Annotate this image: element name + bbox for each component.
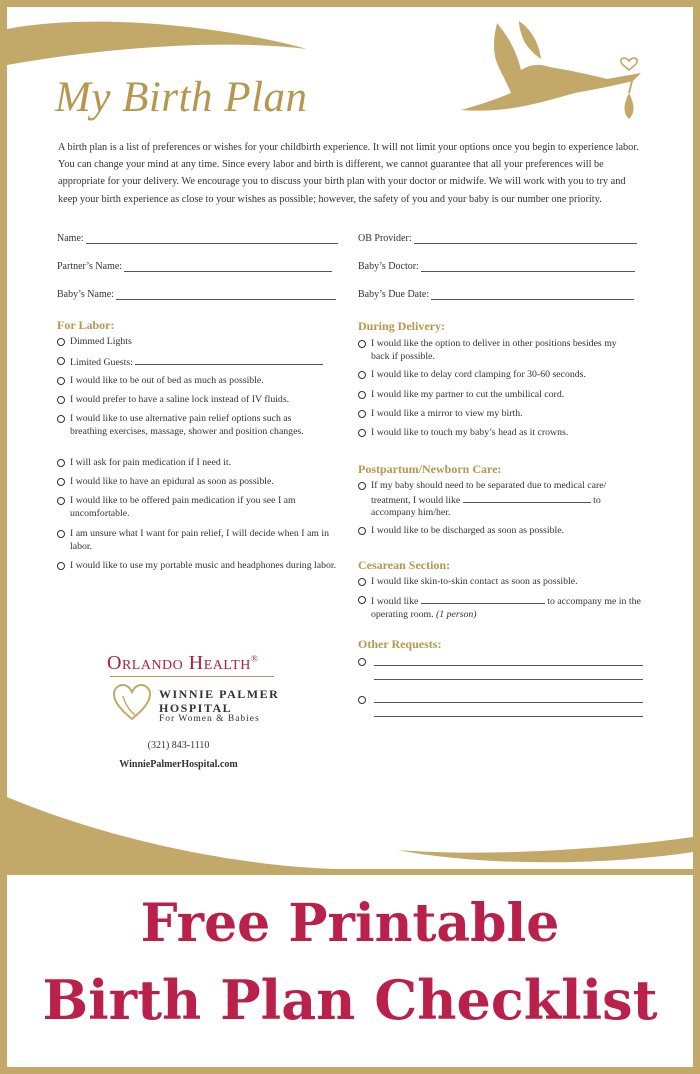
labor-item[interactable] bbox=[57, 528, 347, 553]
checkbox-circle-icon[interactable] bbox=[358, 578, 366, 586]
other-request-line[interactable] bbox=[374, 716, 643, 717]
labor-item-text: I would like to be out of bed as much as possible. bbox=[70, 375, 264, 386]
delivery-item-text: I would like to delay cord clamping for 30-60 seconds. bbox=[371, 369, 586, 380]
checkbox-circle-icon[interactable] bbox=[358, 340, 366, 348]
partners-name-field[interactable] bbox=[57, 261, 332, 272]
logo-divider bbox=[110, 676, 274, 677]
postpartum-item-text: If my baby should need to be separated due to medical care/ treatment, I would like bbox=[371, 480, 607, 506]
checkbox-circle-icon[interactable] bbox=[57, 396, 65, 404]
phone-number: (321) 843-1110 bbox=[147, 740, 210, 751]
checkbox-circle-icon[interactable] bbox=[358, 527, 366, 535]
website-link[interactable]: WinniePalmerHospital.com bbox=[119, 759, 238, 770]
cesarean-item-text: I would like skin-to-skin contact as soon as possible. bbox=[371, 576, 578, 587]
delivery-item-text: I would like to touch my baby’s head as it crowns. bbox=[371, 427, 569, 438]
intro-paragraph: A birth plan is a list of preferences or wishes for your childbirth experience. It will not limit your options once you begin to experience labor. You can change your mind at any time. Since every labor and birth is different, we cannot guarantee that all your preferences will be appropriate for your delivery. We encourage you to discuss your birth plan with your doctor or midwife. We will work with you to try and keep your birth experience as close to your wishes as possible; however, the safety of you and your baby is our number one priority. bbox=[58, 142, 639, 205]
checkbox-circle-icon[interactable] bbox=[358, 429, 366, 437]
postpartum-item[interactable] bbox=[358, 525, 648, 538]
cesarean-item-text: I would like bbox=[371, 596, 419, 607]
checkbox-circle-icon[interactable] bbox=[358, 371, 366, 379]
checkbox-circle-icon[interactable] bbox=[358, 410, 366, 418]
hospital-tagline: For Women & Babies bbox=[159, 714, 260, 724]
delivery-item[interactable] bbox=[358, 369, 648, 382]
other-request-line[interactable] bbox=[374, 679, 643, 680]
limited-guests-line[interactable] bbox=[135, 355, 323, 365]
babys-due-date-field[interactable] bbox=[358, 289, 634, 300]
babys-doctor-line[interactable] bbox=[421, 261, 635, 272]
labor-item-text: I would like to use alternative pain relief options such as breathing exercises, massage, shower and position changes. bbox=[70, 413, 304, 437]
name-label: Name: bbox=[57, 233, 84, 244]
cesarean-item[interactable] bbox=[358, 594, 648, 621]
postpartum-item-text: I would like to be discharged as soon as possible. bbox=[371, 525, 565, 536]
other-requests-heading: Other Requests: bbox=[358, 637, 442, 651]
other-request-line[interactable] bbox=[374, 702, 643, 703]
banner-line-1: Free Printable bbox=[140, 893, 560, 954]
babys-doctor-label: Baby’s Doctor: bbox=[358, 261, 419, 272]
cesarean-note: (1 person) bbox=[436, 608, 477, 620]
postpartum-item-text-end: to accompany him/her. bbox=[371, 494, 601, 519]
partners-name-line[interactable] bbox=[124, 261, 332, 272]
labor-heading: For Labor: bbox=[57, 318, 115, 332]
checkbox-circle-icon[interactable] bbox=[57, 415, 65, 423]
delivery-item[interactable] bbox=[358, 427, 648, 440]
labor-item[interactable] bbox=[57, 457, 347, 470]
checkbox-circle-icon[interactable] bbox=[57, 478, 65, 486]
checkbox-circle-icon[interactable] bbox=[57, 357, 65, 365]
delivery-heading: During Delivery: bbox=[358, 319, 445, 333]
checkbox-circle-icon[interactable] bbox=[57, 562, 65, 570]
delivery-item[interactable] bbox=[358, 408, 648, 421]
labor-item[interactable] bbox=[57, 413, 329, 438]
banner-line-2: Birth Plan Checklist bbox=[42, 968, 658, 1032]
labor-item-text: Limited Guests: bbox=[70, 357, 133, 368]
heart-logo-icon bbox=[111, 682, 153, 722]
hospital-name bbox=[159, 687, 279, 715]
cesarean-person-line[interactable] bbox=[421, 594, 545, 604]
labor-item[interactable] bbox=[57, 355, 347, 370]
checkbox-circle-icon[interactable] bbox=[57, 338, 65, 346]
cesarean-item-text-end: to accompany me in the operating room. bbox=[371, 596, 641, 620]
checkbox-circle-icon[interactable] bbox=[57, 530, 65, 538]
labor-item[interactable] bbox=[57, 336, 347, 349]
ob-provider-label: OB Provider: bbox=[358, 233, 412, 244]
checkbox-circle-icon[interactable] bbox=[358, 696, 366, 704]
labor-item-text: I am unsure what I want for pain relief, I will decide when I am in labor. bbox=[70, 528, 329, 552]
postpartum-person-line[interactable] bbox=[463, 493, 591, 503]
name-line[interactable] bbox=[86, 233, 338, 244]
postpartum-item[interactable] bbox=[358, 480, 638, 520]
labor-item[interactable] bbox=[57, 560, 339, 573]
birth-plan-sheet bbox=[7, 7, 693, 869]
labor-item-text: I would like to be offered pain medication if you see I am uncomfortable. bbox=[70, 495, 296, 519]
labor-item-text: I will ask for pain medication if I need it. bbox=[70, 457, 232, 468]
labor-item[interactable] bbox=[57, 476, 347, 489]
orlando-health-logo bbox=[107, 652, 258, 675]
babys-name-line[interactable] bbox=[116, 289, 336, 300]
name-field[interactable] bbox=[57, 233, 338, 244]
postpartum-heading: Postpartum/Newborn Care: bbox=[358, 462, 502, 476]
checkbox-circle-icon[interactable] bbox=[358, 658, 366, 666]
labor-item[interactable] bbox=[57, 495, 327, 520]
logo-reg-mark: ® bbox=[250, 653, 259, 664]
labor-item-text: I would like to use my portable music and headphones during labor. bbox=[70, 560, 337, 571]
labor-item-text: I would like to have an epidural as soon as possible. bbox=[70, 476, 274, 487]
stork-icon bbox=[457, 15, 657, 125]
banner-divider bbox=[0, 869, 700, 875]
logo-name-text: Orlando Health bbox=[107, 652, 251, 674]
other-request-1[interactable] bbox=[358, 656, 370, 666]
labor-item-text: I would prefer to have a saline lock instead of IV fluids. bbox=[70, 394, 290, 405]
babys-due-date-label: Baby’s Due Date: bbox=[358, 289, 430, 300]
babys-doctor-field[interactable] bbox=[358, 261, 635, 272]
checkbox-circle-icon[interactable] bbox=[358, 596, 366, 604]
labor-item[interactable] bbox=[57, 394, 347, 407]
babys-due-date-line[interactable] bbox=[431, 289, 634, 300]
other-request-line[interactable] bbox=[374, 665, 643, 666]
checkbox-circle-icon[interactable] bbox=[57, 377, 65, 385]
labor-item-text: Dimmed Lights bbox=[70, 336, 132, 347]
cesarean-item[interactable] bbox=[358, 576, 648, 589]
babys-name-field[interactable] bbox=[57, 289, 336, 300]
delivery-item[interactable] bbox=[358, 389, 648, 402]
hospital-line2: HOSPITAL bbox=[159, 701, 233, 715]
labor-item[interactable] bbox=[57, 375, 347, 388]
other-request-2[interactable] bbox=[358, 694, 370, 704]
partners-name-label: Partner’s Name: bbox=[57, 261, 123, 272]
babys-name-label: Baby’s Name: bbox=[57, 289, 114, 300]
page-title: My Birth Plan bbox=[55, 74, 308, 121]
checkbox-circle-icon[interactable] bbox=[57, 459, 65, 467]
checkbox-circle-icon[interactable] bbox=[358, 391, 366, 399]
ob-provider-field[interactable] bbox=[358, 233, 637, 244]
delivery-item-text: I would like the option to deliver in other positions besides my back if possible. bbox=[371, 338, 617, 362]
cesarean-heading: Cesarean Section: bbox=[358, 558, 451, 572]
checkbox-circle-icon[interactable] bbox=[358, 482, 366, 490]
checkbox-circle-icon[interactable] bbox=[57, 497, 65, 505]
delivery-item-text: I would like my partner to cut the umbilical cord. bbox=[371, 389, 565, 400]
hospital-line1: WINNIE PALMER bbox=[159, 687, 280, 701]
delivery-item-text: I would like a mirror to view my birth. bbox=[371, 408, 523, 419]
delivery-item[interactable] bbox=[358, 338, 633, 363]
ob-provider-line[interactable] bbox=[414, 233, 637, 244]
